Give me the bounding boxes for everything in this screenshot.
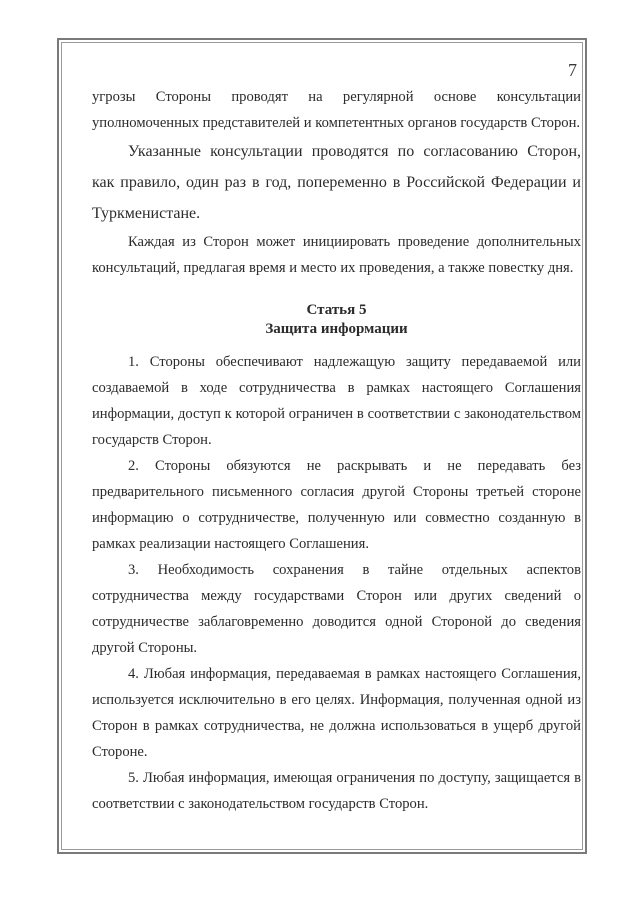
- article-title: Защита информации: [265, 321, 408, 337]
- article-number: Статья 5: [306, 302, 367, 318]
- paragraph: Указанные консультации проводятся по согласованию Сторон, как правило, один раз в год, попеременно в Российской Федерации и Туркменистане.: [92, 143, 581, 222]
- paragraph: Каждая из Сторон может инициировать проведение дополнительных консультаций, предлагая время и место их проведения, а также повестку дня.: [92, 234, 581, 276]
- paragraph: 1. Стороны обеспечивают надлежащую защиту передаваемой или создаваемой в ходе сотрудничества в рамках настоящего Соглашения информации, доступ к которой ограничен в соответствии с законодательством государств Сторон.: [92, 354, 581, 448]
- paragraph: 2. Стороны обязуются не раскрывать и не передавать без предварительного письменного согласия другой Стороны третьей стороне информацию о сотрудничестве, полученную или совместно созданную в рамках реализации настоящего Соглашения.: [92, 458, 581, 552]
- paragraph: 3. Необходимость сохранения в тайне отдельных аспектов сотрудничества между государствами Сторон или других сведений о сотрудничестве заблаговременно доводится одной Стороной до сведения другой Стороны.: [92, 562, 581, 656]
- paragraph: угрозы Стороны проводят на регулярной основе консультации уполномоченных представителей и компетентных органов государств Сторон.: [92, 89, 581, 131]
- document-body: [92, 84, 581, 817]
- page-number: 7: [568, 60, 577, 80]
- paragraph: 4. Любая информация, передаваемая в рамках настоящего Соглашения, используется исключительно в его целях. Информация, полученная одной из Сторон в рамках сотрудничества, не должна использоваться в ущерб другой Стороне.: [92, 666, 581, 760]
- paragraph: 5. Любая информация, имеющая ограничения по доступу, защищается в соответствии с законодательством государств Сторон.: [92, 770, 581, 812]
- article-heading: [92, 301, 581, 339]
